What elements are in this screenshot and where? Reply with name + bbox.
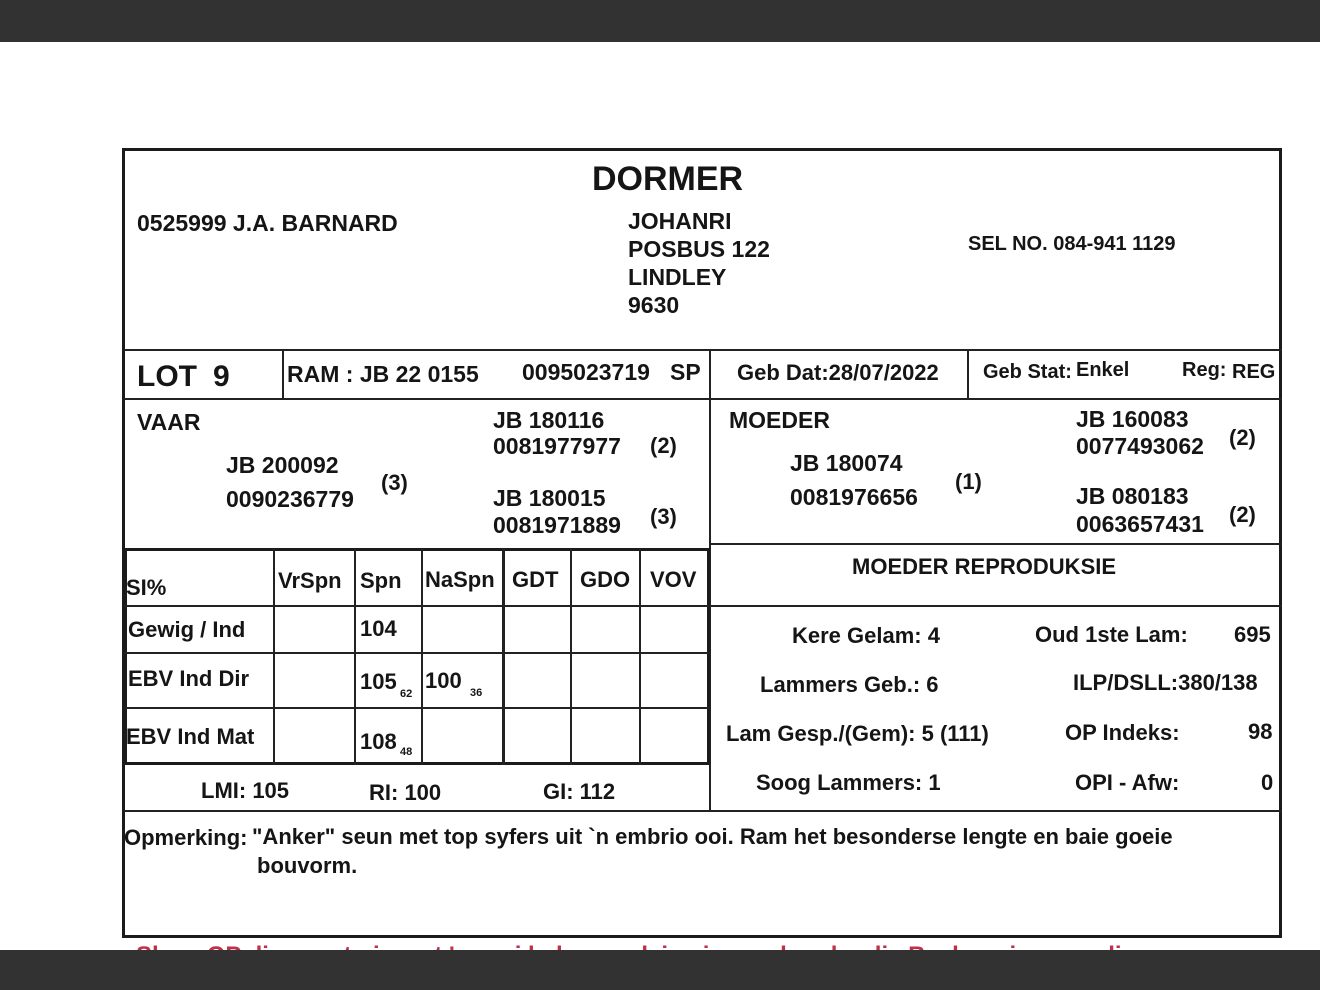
vaar-dam-number: 0081971889 [493, 512, 621, 538]
divider-date [967, 349, 969, 400]
divider-lot [282, 349, 284, 400]
ram-grade: SP [670, 359, 701, 385]
vaar-number: 0090236779 [226, 486, 354, 512]
moeder-number: 0081976656 [790, 484, 918, 510]
si-cell-spn-sub: 62 [400, 688, 413, 700]
opi-afw-label: OPI - Afw: [1075, 770, 1180, 795]
si-row-label: EBV Ind Mat [126, 724, 255, 749]
si-row-label: EBV Ind Dir [128, 666, 250, 691]
si-header-si: SI% [126, 575, 167, 600]
address-line-2: POSBUS 122 [628, 236, 770, 262]
si-header-vrspn: VrSpn [278, 568, 342, 593]
vaar-grade: (3) [381, 470, 408, 495]
op-indeks-value: 98 [1248, 719, 1273, 744]
soog-lammers: Soog Lammers: 1 [756, 770, 941, 795]
si-col-line-5 [570, 548, 572, 765]
si-col-line-6 [639, 548, 641, 765]
address-line-4: 9630 [628, 292, 680, 318]
opmerking-line-1: "Anker" seun met top syfers uit `n embrio ooi. Ram het besonderse lengte en baie goeie [252, 824, 1173, 849]
birth-status-label: Geb Stat: [983, 361, 1072, 383]
si-header-gdt: GDT [512, 567, 559, 592]
si-col-line-3 [421, 548, 423, 765]
divider-header [124, 349, 1282, 351]
bottom-dark-bar [0, 950, 1320, 990]
si-cell-naspn-sub: 36 [470, 687, 483, 699]
si-cell-spn-sub: 48 [400, 746, 413, 758]
moeder-sire-number: 0077493062 [1076, 433, 1204, 459]
divider-lot-row [124, 398, 1282, 400]
reg-value: REG [1232, 361, 1276, 383]
lot-label: LOT [137, 360, 197, 393]
si-row-line-3 [124, 707, 710, 709]
lam-gesp: Lam Gesp./(Gem): 5 (111) [726, 721, 989, 746]
si-cell-naspn: 100 [425, 668, 462, 693]
ram-id: RAM : JB 22 0155 [287, 361, 479, 387]
ilp-dsll: ILP/DSLL:380/138 [1073, 670, 1258, 695]
divider-opmerking [124, 810, 1282, 812]
ram-number: 0095023719 [522, 359, 650, 385]
si-row-line-1 [124, 605, 710, 607]
si-header-gdo: GDO [580, 567, 631, 592]
divider-reproduksie-title [710, 605, 1282, 607]
moeder-dam-id: JB 080183 [1076, 483, 1189, 509]
moeder-sire-grade: (2) [1229, 425, 1256, 450]
kere-gelam: Kere Gelam: 4 [792, 623, 940, 648]
index-ri: RI: 100 [369, 780, 442, 805]
opi-afw-value: 0 [1261, 770, 1274, 795]
vaar-id: JB 200092 [226, 452, 339, 478]
address-line-1: JOHANRI [628, 208, 732, 234]
birth-status-value: Enkel [1076, 359, 1130, 381]
moeder-grade: (1) [955, 469, 982, 494]
si-col-line-4 [502, 548, 505, 765]
top-dark-bar [0, 0, 1320, 42]
moeder-dam-grade: (2) [1229, 502, 1256, 527]
moeder-dam-number: 0063657431 [1076, 511, 1204, 537]
breeder-id-name: 0525999 J.A. BARNARD [137, 210, 398, 236]
oud-1ste-lam-label: Oud 1ste Lam: [1035, 622, 1188, 647]
si-cell-spn: 105 [360, 669, 397, 694]
si-row-label: Gewig / Ind [128, 617, 246, 642]
opmerking-label: Opmerking: [124, 825, 248, 850]
si-cell-spn: 108 [360, 729, 397, 754]
divider-ram [709, 349, 711, 400]
divider-moeder-bottom [710, 543, 1282, 545]
si-row-line-2 [124, 652, 710, 654]
breeder-phone: SEL NO. 084-941 1129 [968, 233, 1176, 255]
reg-label: Reg: [1182, 359, 1227, 381]
opmerking-line-2: bouvorm. [257, 853, 358, 878]
si-col-line-2 [354, 548, 356, 765]
footer-note-partial [136, 938, 1276, 950]
address-line-3: LINDLEY [628, 264, 727, 290]
si-header-vov: VOV [650, 567, 697, 592]
si-header-spn: Spn [360, 568, 402, 593]
vaar-label: VAAR [137, 409, 201, 435]
index-gi: GI: 112 [543, 779, 616, 804]
oud-1ste-lam-value: 695 [1234, 622, 1271, 647]
index-lmi: LMI: 105 [201, 778, 290, 803]
lammers-geb: Lammers Geb.: 6 [760, 672, 939, 697]
op-indeks-label: OP Indeks: [1065, 720, 1180, 745]
si-header-naspn: NaSpn [425, 567, 495, 592]
moeder-id: JB 180074 [790, 450, 903, 476]
vaar-sire-grade: (2) [650, 433, 677, 458]
lot-number: 9 [213, 360, 230, 393]
vaar-dam-id: JB 180015 [493, 485, 606, 511]
moeder-sire-id: JB 160083 [1076, 406, 1189, 432]
vaar-sire-number: 0081977977 [493, 433, 621, 459]
reproduksie-title: MOEDER REPRODUKSIE [852, 554, 1117, 579]
breed-title: DORMER [592, 160, 744, 198]
vaar-dam-grade: (3) [650, 504, 677, 529]
si-cell-spn: 104 [360, 616, 397, 641]
vaar-sire-id: JB 180116 [493, 407, 605, 433]
birth-date: Geb Dat:28/07/2022 [737, 360, 939, 385]
si-col-line-1 [273, 548, 275, 765]
moeder-label: MOEDER [729, 407, 830, 433]
